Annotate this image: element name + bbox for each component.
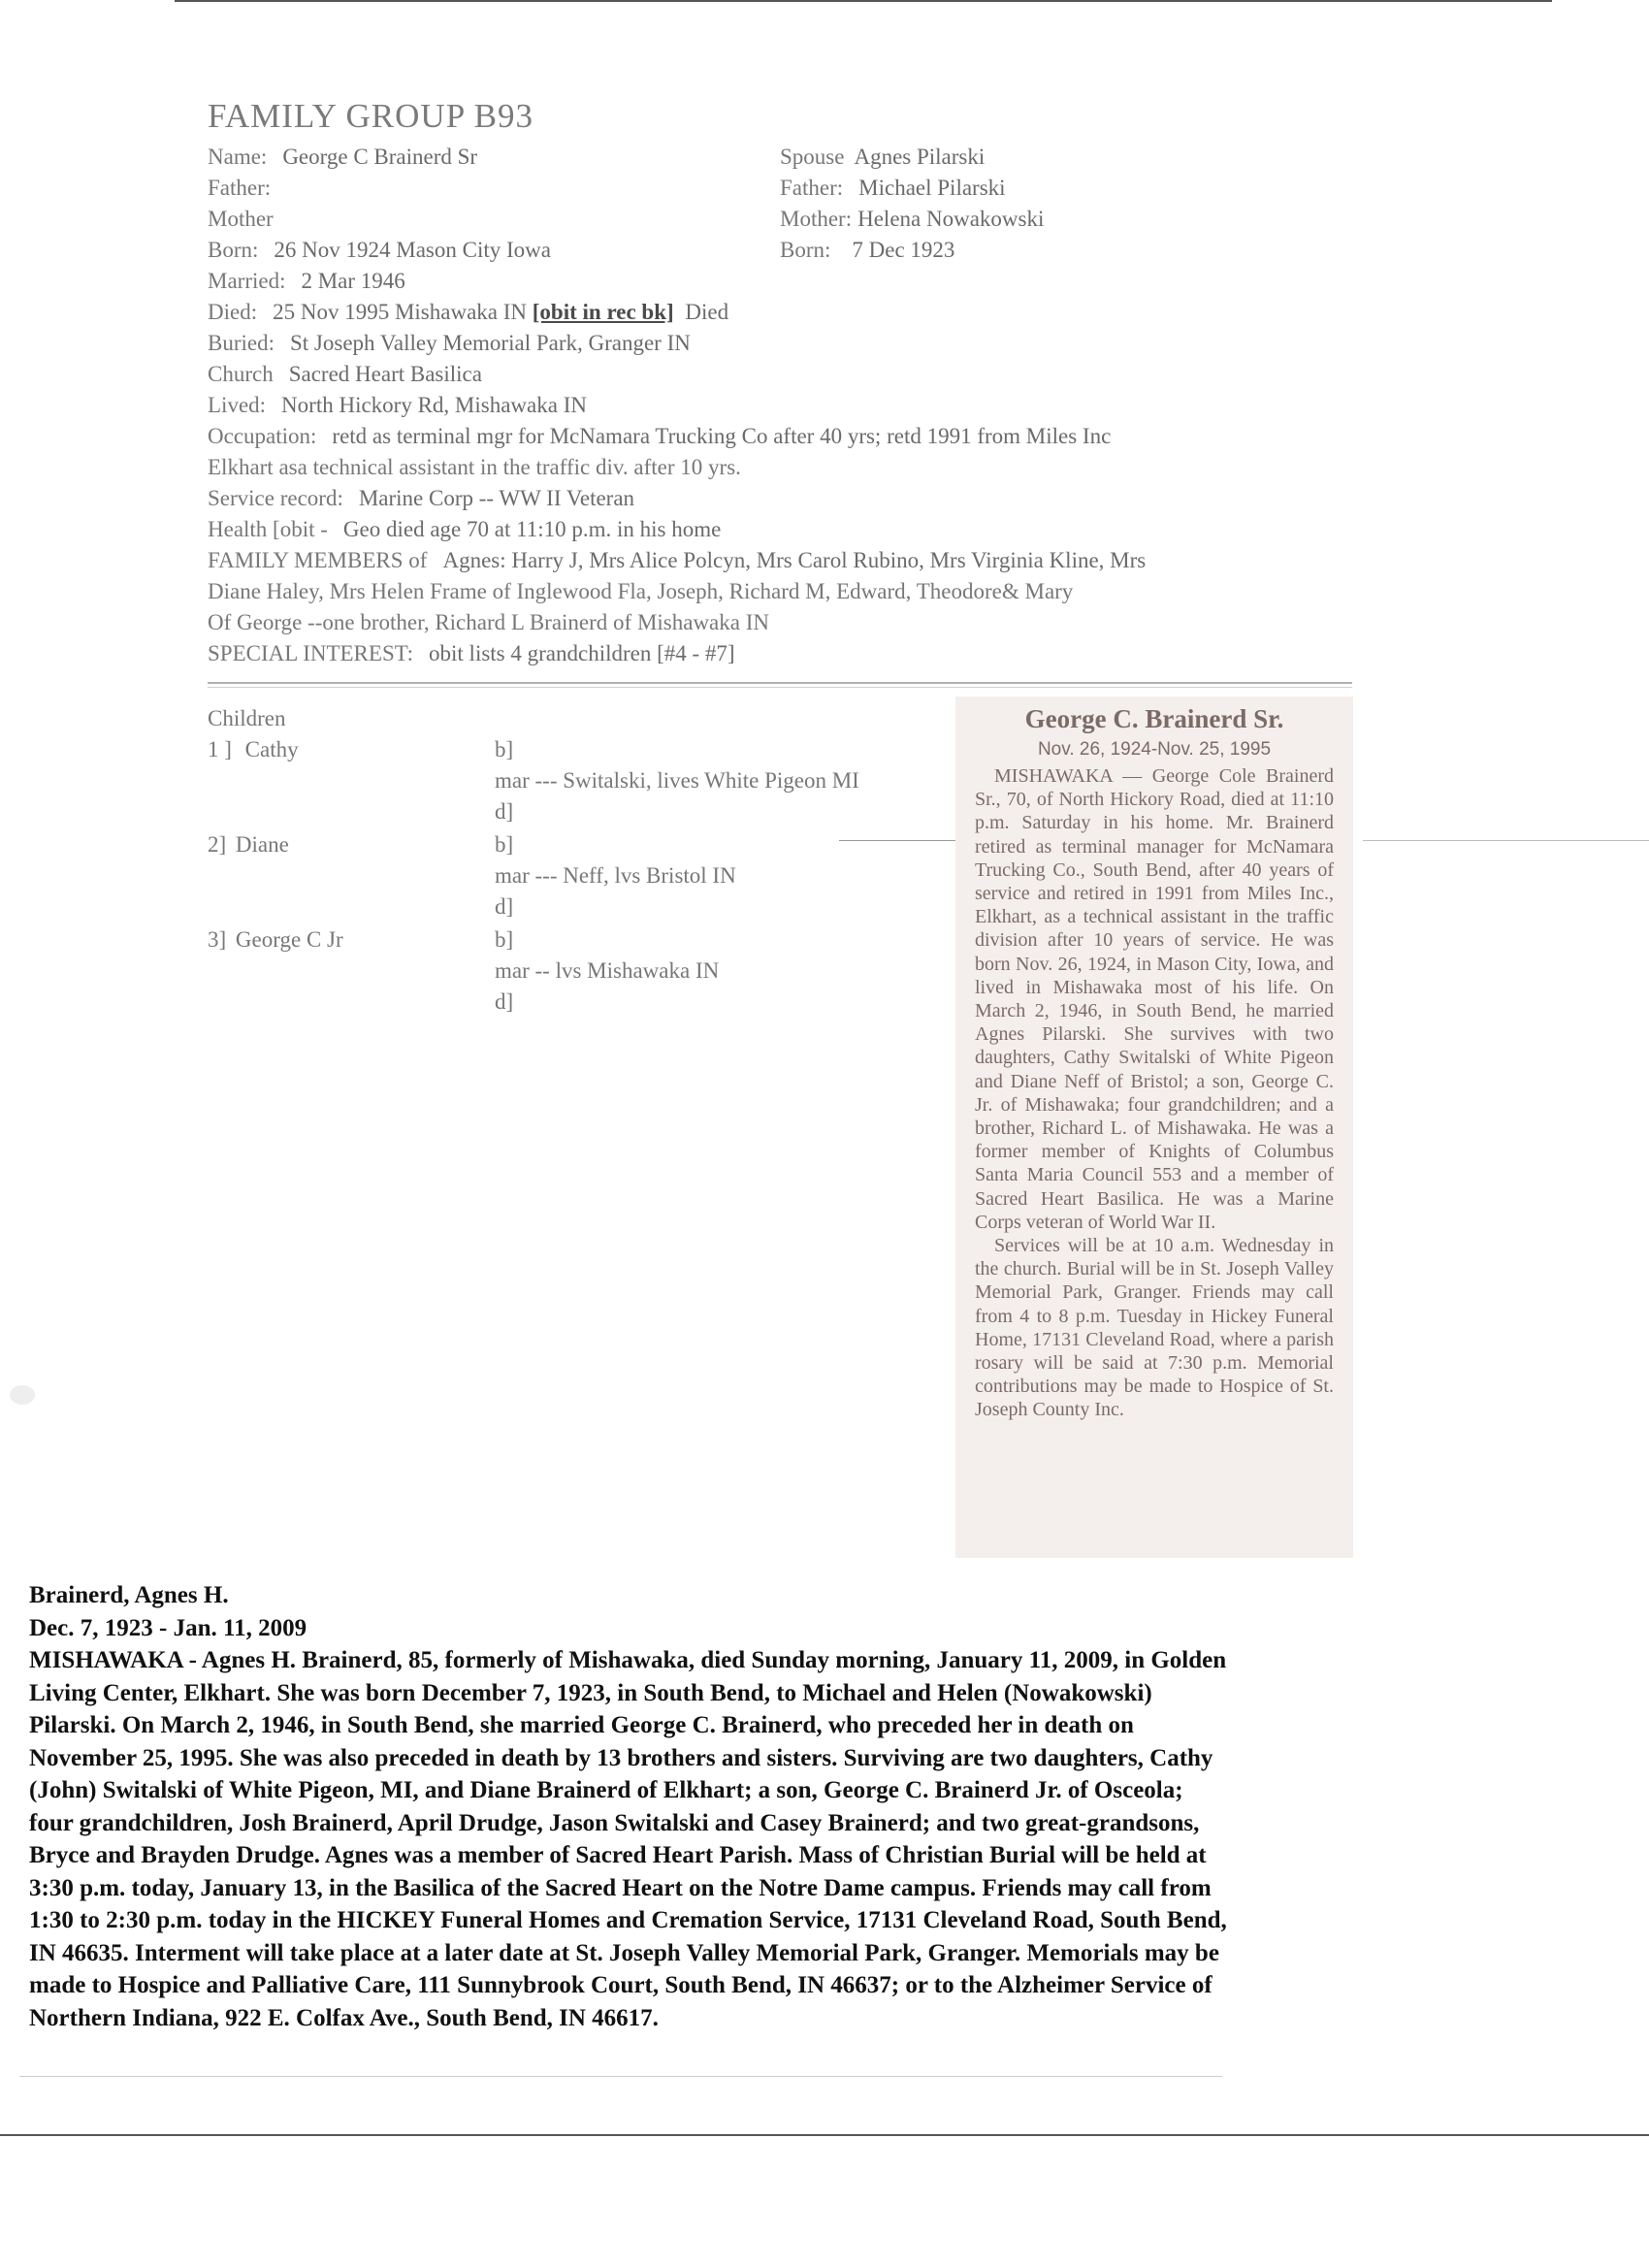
child-2-num: 2] — [208, 832, 227, 857]
spouse-mother-row — [780, 206, 1044, 233]
church-row — [208, 361, 482, 388]
obit-agnes-name: Brainerd, Agnes H. — [29, 1582, 229, 1608]
husband-born: 26 Nov 1924 Mason City Iowa — [274, 238, 551, 262]
church-value: Sacred Heart Basilica — [288, 362, 482, 386]
spouse-born-row — [780, 237, 954, 264]
spouse-name: Agnes Pilarski — [854, 145, 986, 169]
child-1-born: b] — [495, 737, 514, 761]
occupation-value: retd as terminal mgr for McNamara Trucking Co after 40 yrs; retd 1991 from Miles Inc — [332, 424, 1112, 448]
section-divider — [208, 682, 1352, 684]
obit-george-body — [975, 764, 1334, 1422]
service-label: Service record: — [208, 486, 343, 510]
family-members-agnes-cont: Diane Haley, Mrs Helen Frame of Inglewood Fla, Joseph, Richard M, Edward, Theodore& Mary — [208, 579, 1074, 603]
family-members-george: Of George --one brother, Richard L Brainerd of Mishawaka IN — [208, 610, 769, 634]
occupation-cont: Elkhart asa technical assistant in the traffic div. after 10 yrs. — [208, 455, 741, 479]
occupation-label: Occupation: — [208, 424, 317, 448]
page-top-edge — [175, 0, 1552, 2]
service-row — [208, 485, 634, 512]
child-2-married: mar --- Neff, lvs Bristol IN — [495, 863, 736, 888]
family-members-george-row — [208, 609, 769, 636]
spouse-father: Michael Pilarski — [858, 176, 1006, 200]
child-2-name: Diane — [235, 832, 289, 857]
scan-line-left — [839, 840, 955, 841]
family-members-agnes: Agnes: Harry J, Mrs Alice Polcyn, Mrs Carol Rubino, Mrs Virginia Kline, Mrs — [442, 548, 1147, 572]
spouse-label: Spouse — [780, 145, 845, 169]
health-row — [208, 516, 721, 543]
obit-george-dates: Nov. 26, 1924-Nov. 25, 1995 — [1037, 739, 1272, 760]
child-3-married: mar -- lvs Mishawaka IN — [495, 958, 720, 983]
husband-born-row — [208, 237, 551, 264]
spouse-born-label: Born: — [780, 238, 831, 262]
husband-father-row — [208, 175, 286, 202]
husband-name-row — [208, 144, 477, 171]
occupation-row — [208, 423, 1111, 450]
children-heading: Children — [208, 706, 286, 730]
husband-name: George C Brainerd Sr — [282, 145, 478, 169]
father-label: Father: — [208, 176, 272, 200]
child-1-num: 1 ] — [208, 737, 232, 761]
died-suffix: Died — [685, 300, 729, 324]
child-3-num: 3] — [208, 927, 227, 952]
family-members-cont-row — [208, 578, 1073, 605]
married-label: Married: — [208, 269, 286, 293]
special-interest-value: obit lists 4 grandchildren [#4 - #7] — [429, 641, 735, 665]
lived-value: North Hickory Rd, Mishawaka IN — [281, 393, 587, 417]
child-3-name: George C Jr — [235, 927, 343, 952]
lived-row — [208, 392, 587, 419]
scan-smudge — [10, 1385, 35, 1405]
spouse-born: 7 Dec 1923 — [852, 238, 955, 262]
child-1-label — [208, 737, 299, 762]
obituary-clipping-george — [955, 697, 1353, 1558]
child-1-name: Cathy — [244, 737, 299, 761]
buried-label: Buried: — [208, 331, 275, 355]
buried-value: St Joseph Valley Memorial Park, Granger IN — [290, 331, 691, 355]
born-label: Born: — [208, 238, 259, 262]
lived-label: Lived: — [208, 393, 267, 417]
child-3-label — [208, 927, 343, 953]
child-3-born: b] — [495, 927, 514, 952]
child-3-died: d] — [495, 989, 514, 1014]
obituary-agnes — [29, 1579, 1232, 2034]
obit-george-paragraph-1: MISHAWAKA — George Cole Brainerd Sr., 70, of North Hickory Road, died at 11:10 p.m. Saturday in his home. Mr. Brainerd retired as terminal manager for McNamara Trucking Co., South Bend, after 40 years of service and retired in 1991 from Miles Inc., Elkhart, as a technical assistant in the traffic division after 10 years of service. He was born Nov. 26, 1924, in Mason City, Iowa, and lived in Mishawaka most of his life. On March 2, 1946, in South Bend, he married Agnes Pilarski. She survives with two daughters, Cathy Switalski of White Pigeon and Diane Neff of Bristol; a son, George C. Jr. of Mishawaka; four grandchildren; and a brother, Richard L. of Mishawaka. He was a former member of Knights of Columbus Santa Maria Council 553 and a member of Sacred Heart Basilica. He was a Marine Corps veteran of World War II. — [975, 765, 1334, 1233]
obit-record-link: [obit in rec bk] — [532, 300, 674, 324]
church-label: Church — [208, 362, 274, 386]
child-2-born: b] — [495, 832, 514, 857]
footer-line-faint — [19, 2076, 1222, 2077]
occupation-cont-row — [208, 454, 741, 481]
husband-mother-row — [208, 206, 289, 233]
died-label: Died: — [208, 300, 258, 324]
service-value: Marine Corp -- WW II Veteran — [358, 486, 635, 510]
child-2-died: d] — [495, 894, 514, 919]
health-label: Health [obit - — [208, 517, 328, 541]
married-date: 2 Mar 1946 — [301, 269, 405, 293]
special-interest-label: SPECIAL INTEREST: — [208, 641, 414, 665]
page-bottom-edge — [0, 2134, 1649, 2136]
married-row — [208, 268, 405, 295]
spouse-mother-label: Mother: — [780, 207, 853, 231]
family-members-row — [208, 547, 1146, 574]
name-label: Name: — [208, 145, 268, 169]
died-value: 25 Nov 1995 Mishawaka IN — [273, 300, 528, 324]
died-row — [208, 299, 728, 326]
obit-george-paragraph-2: Services will be at 10 a.m. Wednesday in the church. Burial will be in St. Joseph Valley Memorial Park, Granger. Friends may call from 4 to 8 p.m. Tuesday in Hickey Funeral Home, 17131 Cleveland Road, where a parish rosary will be said at 7:30 p.m. Memorial contributions may be made to Hospice of St. Joseph County Inc. — [975, 1235, 1334, 1421]
spouse-father-row — [780, 175, 1006, 202]
spouse-mother: Helena Nowakowski — [857, 207, 1045, 231]
special-interest-row — [208, 640, 735, 667]
obit-agnes-body: MISHAWAKA - Agnes H. Brainerd, 85, formerly of Mishawaka, died Sunday morning, January 11, 2009, in Golden Living Center, Elkhart. She was born December 7, 1923, in South Bend, to Michael and Helen (Nowakowski) Pilarski. On March 2, 1946, in South Bend, she married George C. Brainerd, who preceded her in death on November 25, 1995. She was also preceded in death by 13 brothers and sisters. Surviving are two daughters, Cathy (John) Switalski of White Pigeon, MI, and Diane Brainerd of Elkhart; a son, George C. Brainerd Jr. of Osceola; four grandchildren, Josh Brainerd, April Drudge, Jason Switalski and Casey Brainerd; and two great-grandsons, Bryce and Brayden Drudge. Agnes was a member of Sacred Heart Parish. Mass of Christian Burial will be held at 3:30 p.m. today, January 13, in the Basilica of the Sacred Heart on the Notre Dame campus. Friends may call from 1:30 to 2:30 p.m. today in the HICKEY Funeral Homes and Cremation Service, 17131 Cleveland Road, South Bend, IN 46635. Interment will take place at a later date at St. Joseph Valley Memorial Park, Granger. Memorials may be made to Hospice and Palliative Care, 111 Sunnybrook Court, South Bend, IN 46637; or to the Alzheimer Service of Northern Indiana, 922 E. Colfax Ave., South Bend, IN 46617. — [29, 1647, 1227, 2031]
child-1-married: mar --- Switalski, lives White Pigeon MI — [495, 768, 859, 793]
child-2-label — [208, 832, 289, 858]
child-1-died: d] — [495, 799, 514, 824]
buried-row — [208, 330, 691, 357]
spouse-name-row — [780, 144, 985, 171]
obit-agnes-dates: Dec. 7, 1923 - Jan. 11, 2009 — [29, 1614, 307, 1641]
family-members-label: FAMILY MEMBERS of — [208, 548, 428, 572]
mother-label: Mother — [208, 207, 274, 231]
scan-line-right — [1363, 840, 1649, 841]
family-group-title: FAMILY GROUP B93 — [208, 97, 534, 135]
health-value: Geo died age 70 at 11:10 p.m. in his home — [342, 517, 722, 541]
section-divider-secondary — [208, 687, 1352, 688]
obit-george-title: George C. Brainerd Sr. — [1024, 704, 1284, 733]
spouse-father-label: Father: — [780, 176, 844, 200]
